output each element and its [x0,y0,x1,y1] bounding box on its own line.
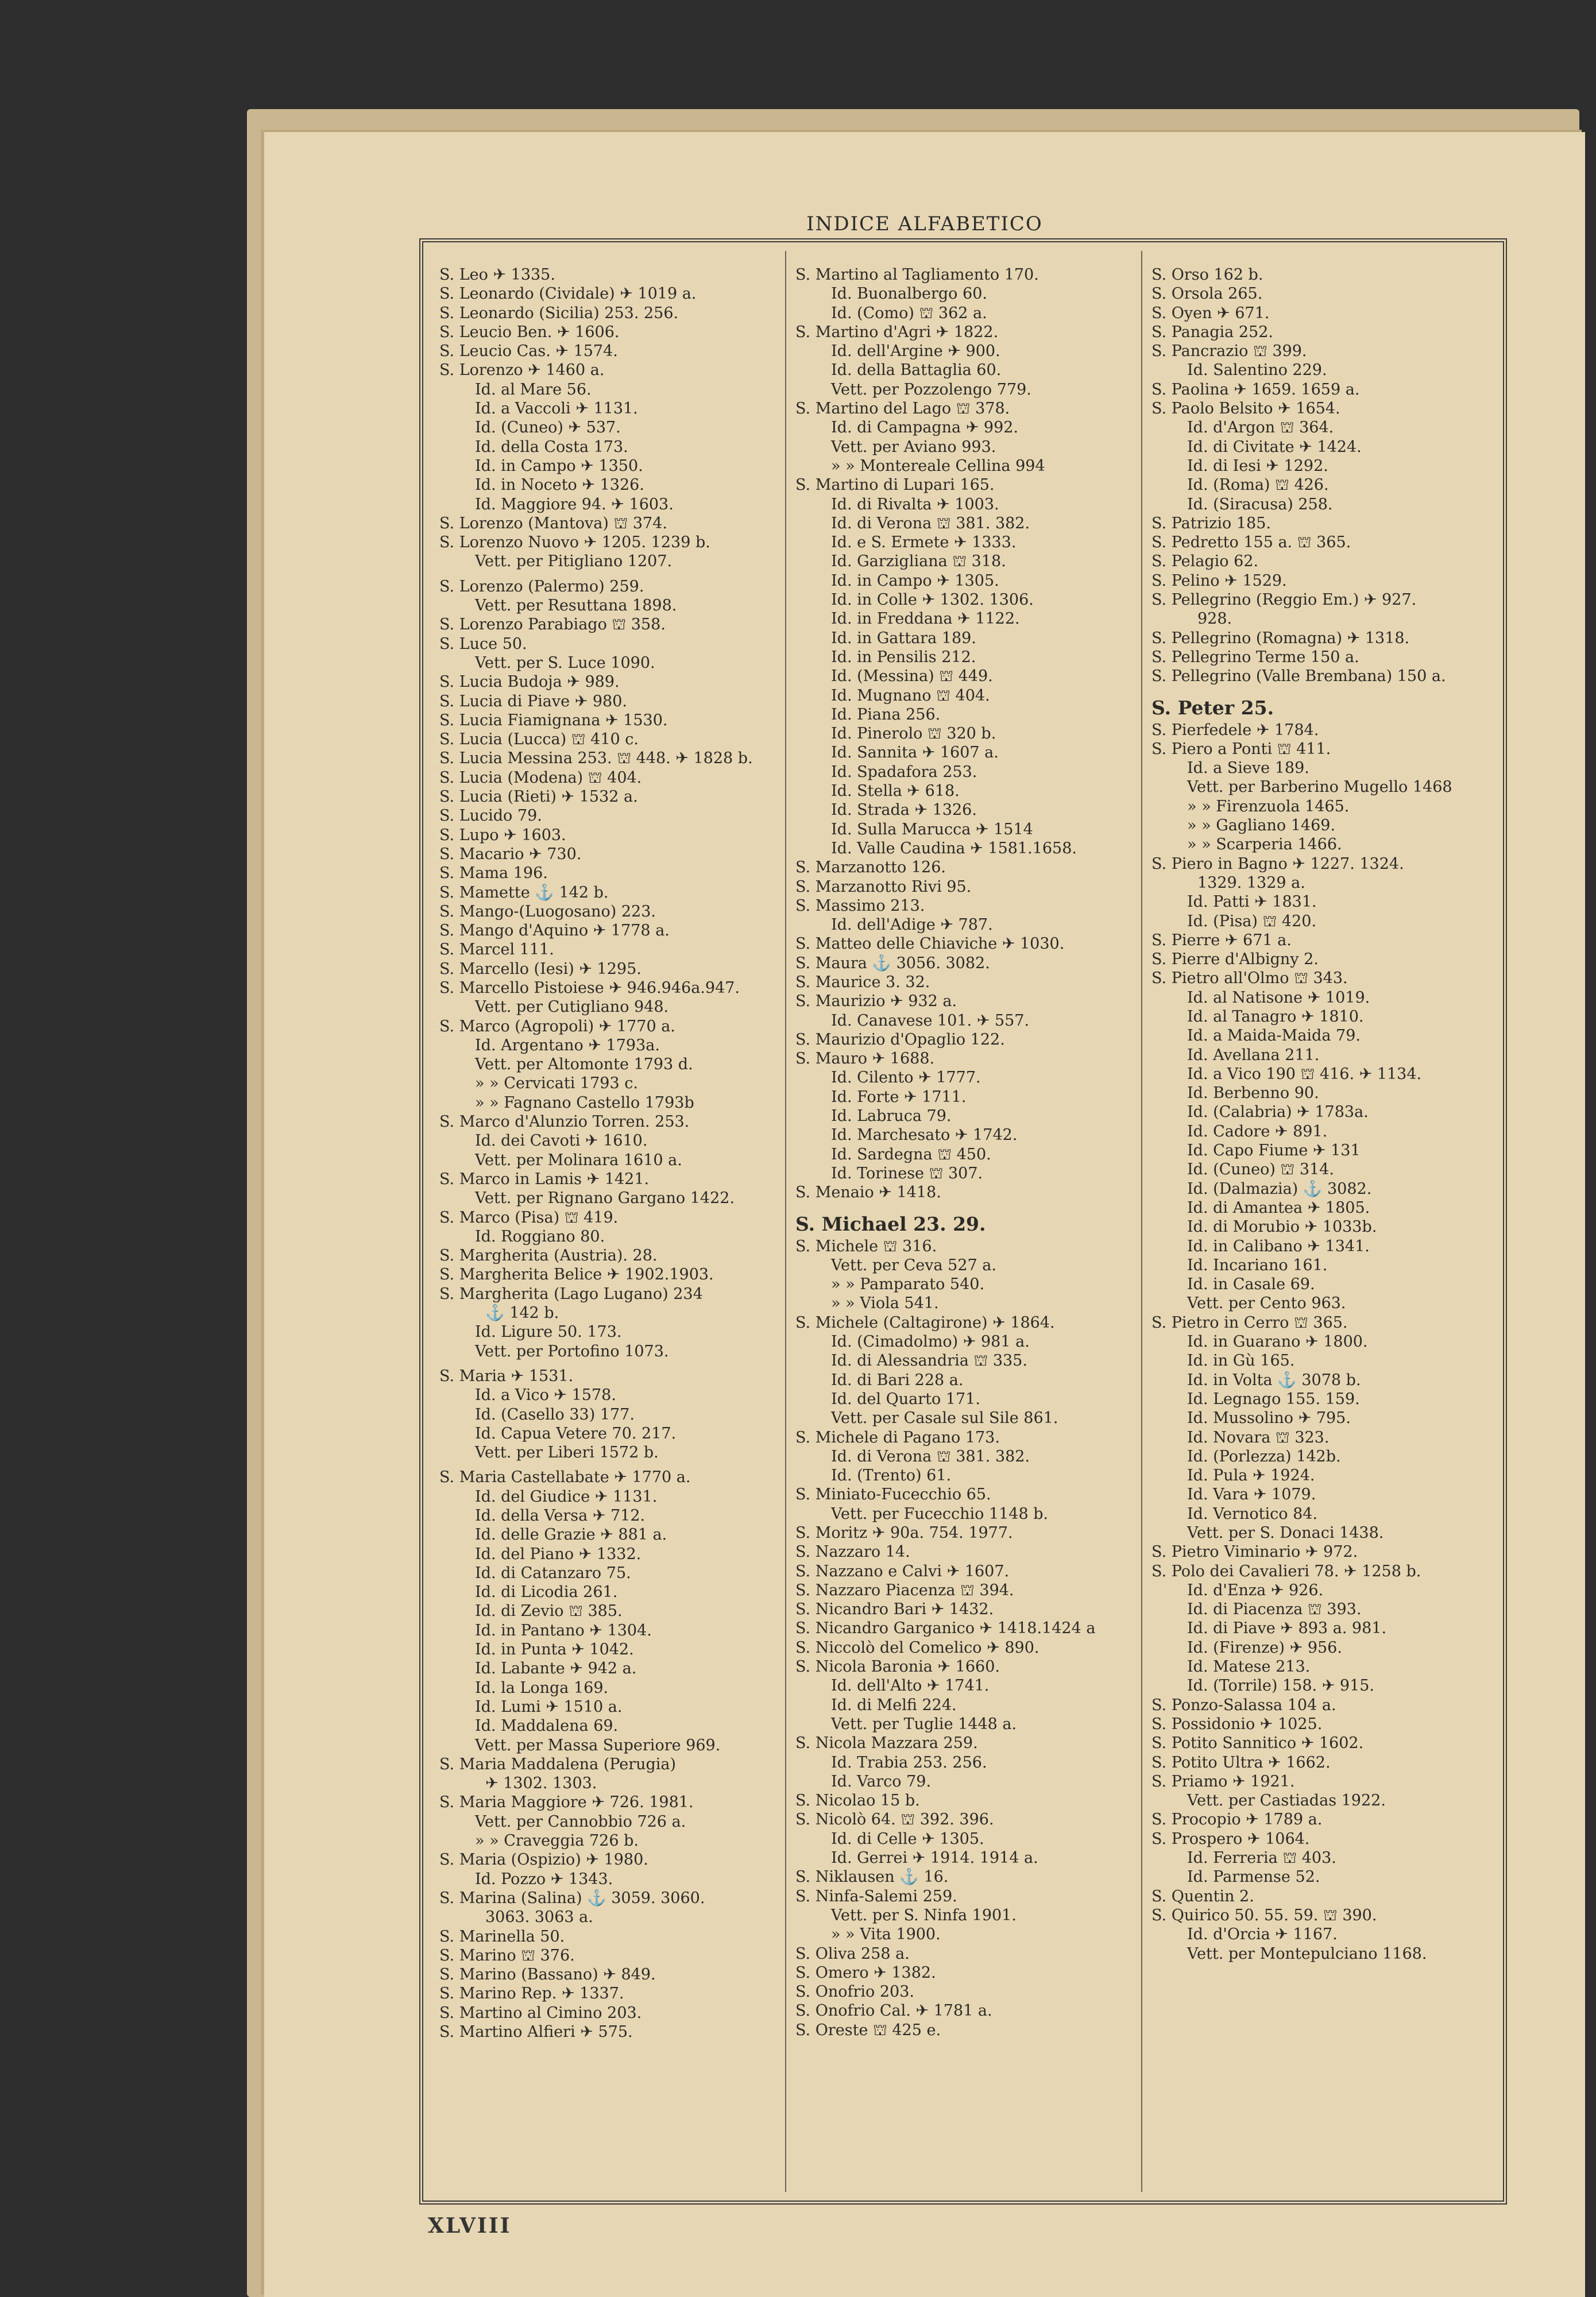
index-entry: Id. al Tanagro ✈ 1810. [1187,1007,1364,1026]
index-entry: Id. al Mare 56. [475,380,592,399]
index-entry: S. Pellegrino Terme 150 a. [1151,648,1359,666]
index-entry: Vett. per Casale sul Sile 861. [831,1409,1058,1428]
index-entry: S. Prospero ✈ 1064. [1151,1830,1310,1848]
index-entry: Id. d'Orcia ✈ 1167. [1187,1925,1338,1944]
index-entry: Id. di Campagna ✈ 992. [831,419,1019,437]
index-entry: Id. Forte ✈ 1711. [831,1088,967,1106]
index-entry: S. Mama 196. [439,864,548,883]
index-entry: S. Nicola Baronia ✈ 1660. [795,1658,1000,1676]
index-entry: S. Lucia (Modena) ⛫ 404. [439,768,642,787]
index-entry: S. Michael 23. 29. [795,1212,986,1235]
index-entry: Id. di Verona ⛫ 381. 382. [831,1447,1030,1465]
index-entry: Id. in Casale 69. [1187,1275,1315,1294]
index-entry: S. Lucia di Piave ✈ 980. [439,692,627,710]
index-entry: S. Marino (Bassano) ✈ 849. [439,1966,656,1984]
index-entry: S. Nazzaro 14. [795,1543,910,1561]
index-entry: » » Vita 1900. [831,1925,941,1944]
index-entry: Id. a Sieve 189. [1187,759,1309,778]
index-entry: S. Martino al Cimino 203. [439,2004,642,2022]
book-page [264,132,1585,2297]
index-entry: Id. della Versa ✈ 712. [475,1507,646,1525]
index-entry: S. Mango-(Luogosano) 223. [439,902,656,921]
index-entry: Vett. per S. Donaci 1438. [1187,1524,1384,1542]
index-entry: S. Margherita (Austria). 28. [439,1247,658,1265]
index-entry: Id. Ligure 50. 173. [475,1323,622,1341]
index-entry: Id. in Pantano ✈ 1304. [475,1621,652,1639]
index-entry: S. Onofrio 203. [795,1983,914,2001]
index-entry: Id. di Amantea ✈ 1805. [1187,1198,1370,1217]
index-entry: Id. (Torrile) 158. ✈ 915. [1187,1677,1375,1695]
index-entry: S. Maria Maggiore ✈ 726. 1981. [439,1793,694,1812]
index-entry: S. Michele (Caltagirone) ✈ 1864. [795,1313,1055,1332]
index-entry: Id. (Firenze) ✈ 956. [1187,1638,1342,1657]
index-entry: Id. di Melfi 224. [831,1696,957,1714]
index-entry: » » Gagliano 1469. [1187,817,1336,835]
index-entry: S. Quentin 2. [1151,1887,1254,1905]
index-entry: S. Margherita Belice ✈ 1902.1903. [439,1266,714,1284]
index-entry: S. Massimo 213. [795,896,925,915]
index-entry: S. Menaio ✈ 1418. [795,1184,941,1202]
index-entry: S. Leucio Ben. ✈ 1606. [439,323,620,341]
index-entry: Id. Novara ⛫ 323. [1187,1428,1330,1447]
index-entry: Id. Labruca 79. [831,1107,952,1126]
index-entry: Id. (Cimadolmo) ✈ 981 a. [831,1333,1030,1351]
index-entry: Id. Valle Caudina ✈ 1581.1658. [831,839,1077,857]
running-head: INDICE ALFABETICO [806,212,1043,235]
index-entry: » » Fagnano Castello 1793b [475,1093,694,1112]
index-entry: Id. Maggiore 94. ✈ 1603. [475,495,674,513]
index-entry: S. Lorenzo (Palermo) 259. [439,577,644,595]
index-entry: Id. in Calibano ✈ 1341. [1187,1237,1370,1255]
index-entry: Id. del Giudice ✈ 1131. [475,1487,658,1506]
index-entry: Vett. per Liberi 1572 b. [475,1444,659,1462]
index-entry: S. Miniato-Fucecchio 65. [795,1486,991,1504]
index-entry: S. Nicola Mazzara 259. [795,1734,978,1753]
index-entry: S. Priamo ✈ 1921. [1151,1772,1295,1791]
index-entry: Id. in Colle ✈ 1302. 1306. [831,591,1034,609]
index-entry: S. Pierre ✈ 671 a. [1151,931,1292,949]
index-entry: Id. Pozzo ✈ 1343. [475,1870,613,1888]
index-entry: S. Marco (Pisa) ⛫ 419. [439,1208,619,1227]
index-entry: S. Mauro ✈ 1688. [795,1050,935,1068]
index-entry: S. Michele ⛫ 316. [795,1237,937,1255]
index-entry: S. Lucia (Lucca) ⛫ 410 c. [439,730,639,749]
index-entry: S. Marzanotto 126. [795,859,946,877]
index-entry: Id. Varco 79. [831,1772,932,1791]
index-entry: Id. Piana 256. [831,705,941,724]
index-entry: Id. Incariano 161. [1187,1256,1328,1274]
index-frame [419,238,1507,2205]
index-entry: Id. di Morubio ✈ 1033b. [1187,1218,1377,1236]
index-entry: Id. della Costa 173. [475,438,628,456]
index-entry: Id. Matese 213. [1187,1658,1311,1676]
index-entry: Id. in Gù 165. [1187,1352,1295,1370]
index-entry: S. Macario ✈ 730. [439,845,582,863]
index-entry: Id. Capua Vetere 70. 217. [475,1424,677,1443]
index-entry: Id. (Pisa) ⛫ 420. [1187,912,1317,930]
index-entry: S. Lorenzo Nuovo ✈ 1205. 1239 b. [439,533,710,552]
index-entry: Id. Roggiano 80. [475,1227,605,1246]
index-entry: Id. Legnago 155. 159. [1187,1390,1360,1408]
index-entry: Id. a Vico ✈ 1578. [475,1386,616,1405]
index-entry: Id. Pinerolo ⛫ 320 b. [831,725,996,743]
index-entry: S. Potito Sannitico ✈ 1602. [1151,1734,1364,1753]
index-entry: S. Lucia (Rieti) ✈ 1532 a. [439,788,638,806]
index-entry: Vett. per S. Luce 1090. [475,653,655,672]
index-entry: Id. (Cuneo) ✈ 537. [475,419,621,437]
index-entry: Id. in Gattara 189. [831,629,976,647]
index-entry: S. Lorenzo ✈ 1460 a. [439,361,605,380]
index-entry: S. Leo ✈ 1335. [439,266,555,284]
index-entry: Id. Patti ✈ 1831. [1187,893,1317,911]
index-entry: Id. Sulla Marucca ✈ 1514 [831,820,1033,838]
index-entry: Id. Canavese 101. ✈ 557. [831,1011,1030,1030]
index-entry: Vett. per Cento 963. [1187,1294,1346,1313]
index-entry: Id. Mussolino ✈ 795. [1187,1409,1351,1428]
index-entry: Id. Sannita ✈ 1607 a. [831,744,999,762]
index-entry: S. Maurice 3. 32. [795,973,930,991]
index-entry: Id. Spadafora 253. [831,763,977,781]
index-entry: S. Oreste ⛫ 425 e. [795,2021,941,2039]
index-entry: S. Maurizio ✈ 932 a. [795,992,957,1011]
index-entry: Id. Stella ✈ 618. [831,782,960,801]
index-entry: S. Marco (Agropoli) ✈ 1770 a. [439,1017,675,1035]
index-entry: Id. Strada ✈ 1326. [831,801,977,819]
index-entry: S. Lorenzo (Mantova) ⛫ 374. [439,514,667,532]
index-column-3 [1151,265,1496,1963]
index-entry: Id. (Cuneo) ⛫ 314. [1187,1161,1334,1179]
index-entry: Id. Trabia 253. 256. [831,1753,987,1772]
index-entry: S. Matteo delle Chiaviche ✈ 1030. [795,935,1065,953]
index-entry: Id. Parmense 52. [1187,1868,1320,1886]
index-entry: S. Pierfedele ✈ 1784. [1151,721,1319,739]
index-entry: S. Martino del Lago ⛫ 378. [795,400,1010,418]
index-entry: Id. in Freddana ✈ 1122. [831,610,1020,628]
index-entry: Vett. per Molinara 1610 a. [475,1151,682,1169]
index-entry: Id. (Trento) 61. [831,1467,952,1485]
index-entry: Id. (Roma) ⛫ 426. [1187,476,1329,494]
index-entry: Vett. per Barberino Mugello 1468 [1187,778,1452,796]
index-entry: S. Possidonio ✈ 1025. [1151,1715,1323,1733]
index-entry: Id. delle Grazie ✈ 881 a. [475,1526,667,1544]
index-entry: Vett. per S. Ninfa 1901. [831,1906,1017,1924]
index-entry: Id. di Licodia 261. [475,1583,618,1602]
index-entry: Id. dell'Adige ✈ 787. [831,916,993,934]
index-entry: ⚓ 142 b. [485,1304,559,1322]
index-entry: S. Leonardo (Sicilia) 253. 256. [439,304,679,322]
index-entry: S. Onofrio Cal. ✈ 1781 a. [795,2002,992,2020]
index-entry: Id. (Porlezza) 142b. [1187,1447,1341,1465]
index-entry: Id. di Rivalta ✈ 1003. [831,495,999,513]
index-entry: Id. di Iesi ✈ 1292. [1187,457,1328,475]
index-entry: Id. in Campo ✈ 1350. [475,457,643,475]
page-number: XLVIII [428,2214,512,2238]
index-entry: Id. del Piano ✈ 1332. [475,1545,642,1563]
index-entry: Id. in Punta ✈ 1042. [475,1641,634,1659]
index-entry: Id. in Campo ✈ 1305. [831,571,999,590]
index-entry: S. Pellegrino (Valle Brembana) 150 a. [1151,667,1446,686]
index-entry: Vett. per Castiadas 1922. [1187,1792,1386,1810]
index-entry: S. Marco in Lamis ✈ 1421. [439,1170,650,1188]
index-entry: S. Orso 162 b. [1151,266,1263,284]
index-entry: S. Martino al Tagliamento 170. [795,266,1039,284]
index-entry: Id. di Civitate ✈ 1424. [1187,438,1362,456]
index-entry: S. Pierre d'Albigny 2. [1151,950,1319,969]
index-entry: » » Firenzuola 1465. [1187,797,1350,815]
index-entry: S. Lucido 79. [439,807,542,825]
index-entry: Id. (Calabria) ✈ 1783a. [1187,1103,1369,1122]
index-entry: S. Pellegrino (Reggio Em.) ✈ 927. [1151,591,1417,609]
index-entry: Id. e S. Ermete ✈ 1333. [831,533,1017,552]
index-entry: Vett. per Portofino 1073. [475,1342,669,1360]
index-entry: S. Maria ✈ 1531. [439,1367,574,1385]
index-entry: S. Leonardo (Cividale) ✈ 1019 a. [439,285,697,303]
index-entry: S. Oliva 258 a. [795,1944,910,1963]
index-entry: Id. a Maida-Maida 79. [1187,1027,1361,1045]
index-entry: S. Nicandro Bari ✈ 1432. [795,1600,994,1619]
index-entry: S. Marinella 50. [439,1927,565,1946]
index-entry: S. Procopio ✈ 1789 a. [1151,1811,1323,1829]
index-entry: Vett. per Resuttana 1898. [475,597,677,615]
index-entry: S. Piero a Ponti ⛫ 411. [1151,740,1331,758]
index-entry: S. Lupo ✈ 1603. [439,826,566,844]
index-entry: S. Martino Alfieri ✈ 575. [439,2023,633,2041]
index-entry: Id. in Guarano ✈ 1800. [1187,1333,1368,1351]
index-entry: S. Nazzaro Piacenza ⛫ 394. [795,1581,1014,1599]
index-entry: Vett. per Massa Superiore 969. [475,1736,721,1754]
index-entry: S. Marcello Pistoiese ✈ 946.946a.947. [439,979,740,997]
index-entry: S. Panagia 252. [1151,323,1273,341]
index-entry: » » Craveggia 726 b. [475,1832,639,1850]
index-entry: Id. della Battaglia 60. [831,361,1002,380]
index-entry: S. Maurizio d'Opaglio 122. [795,1030,1005,1049]
index-entry: Id. Salentino 229. [1187,361,1327,380]
index-entry: S. Lucia Messina 253. ⛫ 448. ✈ 1828 b. [439,749,753,768]
index-entry: ✈ 1302. 1303. [485,1774,597,1793]
index-entry: Vett. per Tuglie 1448 a. [831,1715,1017,1733]
index-entry: Id. (Messina) ⛫ 449. [831,667,993,686]
index-entry: S. Moritz ✈ 90a. 754. 1977. [795,1524,1013,1542]
index-entry: S. Orsola 265. [1151,285,1263,303]
index-entry: S. Luce 50. [439,635,527,653]
index-entry: S. Piero in Bagno ✈ 1227. 1324. [1151,854,1404,873]
index-entry: S. Maria Castellabate ✈ 1770 a. [439,1468,691,1487]
index-entry: S. Pietro Viminario ✈ 972. [1151,1543,1358,1561]
index-entry: Id. Garzigliana ⛫ 318. [831,552,1006,571]
index-entry: Id. d'Argon ⛫ 364. [1187,419,1334,437]
index-entry: S. Potito Ultra ✈ 1662. [1151,1753,1331,1772]
index-entry: Vett. per Fucecchio 1148 b. [831,1505,1049,1523]
index-entry: S. Omero ✈ 1382. [795,1963,936,1982]
index-entry: S. Peter 25. [1151,696,1274,719]
index-entry: Id. di Piave ✈ 893 a. 981. [1187,1619,1387,1638]
index-entry: Id. di Alessandria ⛫ 335. [831,1352,1027,1370]
index-entry: S. Martino d'Agri ✈ 1822. [795,323,999,341]
index-entry: Id. di Zevio ⛫ 385. [475,1602,623,1621]
index-entry: Id. Maddalena 69. [475,1717,619,1735]
index-entry: S. Maria (Ospizio) ✈ 1980. [439,1851,648,1869]
index-entry: S. Marino ⛫ 376. [439,1946,575,1965]
index-entry: Id. Cilento ✈ 1777. [831,1069,981,1087]
index-entry: S. Niccolò del Comelico ✈ 890. [795,1638,1039,1657]
index-entry: S. Pedretto 155 a. ⛫ 365. [1151,533,1351,552]
index-entry: Id. Avellana 211. [1187,1046,1320,1064]
index-entry: Id. Argentano ✈ 1793a. [475,1036,660,1054]
index-entry: S. Marina (Salina) ⚓ 3059. 3060. [439,1889,705,1907]
index-entry: S. Patrizio 185. [1151,514,1271,532]
index-entry: Id. d'Enza ✈ 926. [1187,1581,1324,1599]
index-entry: S. Martino di Lupari 165. [795,476,995,494]
index-entry: S. Marcel 111. [439,941,554,959]
index-entry: Id. dell'Argine ✈ 900. [831,342,1000,361]
index-entry: Id. Labante ✈ 942 a. [475,1660,637,1678]
index-entry: S. Paolo Belsito ✈ 1654. [1151,400,1340,418]
index-entry: S. Polo dei Cavalieri 78. ✈ 1258 b. [1151,1562,1421,1580]
index-entry: S. Nicolao 15 b. [795,1792,920,1810]
index-entry: Id. in Noceto ✈ 1326. [475,476,644,494]
column-rule [1141,251,1142,2192]
index-column-1 [439,265,778,2041]
index-entry: Id. in Volta ⚓ 3078 b. [1187,1371,1361,1389]
index-entry: Id. di Verona ⛫ 381. 382. [831,514,1030,532]
index-entry: Id. Vernotico 84. [1187,1505,1318,1523]
index-entry: S. Pietro in Cerro ⛫ 365. [1151,1313,1348,1332]
index-entry: Id. di Catanzaro 75. [475,1564,631,1582]
index-entry: S. Quirico 50. 55. 59. ⛫ 390. [1151,1906,1377,1924]
index-entry: 3063. 3063 a. [485,1908,593,1927]
index-entry: Id. Berbenno 90. [1187,1084,1319,1103]
index-entry: S. Lorenzo Parabiago ⛫ 358. [439,616,666,634]
index-entry: Vett. per Pitigliano 1207. [475,552,673,571]
index-entry: » » Viola 541. [831,1294,939,1313]
index-entry: S. Leucio Cas. ✈ 1574. [439,342,618,361]
index-entry: Id. Ferreria ⛫ 403. [1187,1849,1336,1867]
index-entry: S. Pelino ✈ 1529. [1151,571,1287,590]
index-entry: S. Maria Maddalena (Perugia) [439,1755,677,1773]
index-entry: Id. (Como) ⛫ 362 a. [831,304,987,322]
index-entry: S. Mamette ⚓ 142 b. [439,883,609,902]
index-entry: Id. in Pensilis 212. [831,648,976,666]
index-entry: Id. la Longa 169. [475,1679,609,1697]
index-entry: S. Nazzano e Calvi ✈ 1607. [795,1562,1010,1580]
index-entry: Id. Marchesato ✈ 1742. [831,1126,1018,1144]
index-entry: Id. dei Cavoti ✈ 1610. [475,1132,648,1150]
index-entry: S. Maura ⚓ 3056. 3082. [795,954,990,972]
index-entry: Id. Sardegna ⛫ 450. [831,1145,991,1163]
index-entry: Vett. per Pozzolengo 779. [831,380,1031,399]
index-entry: S. Margherita (Lago Lugano) 234 [439,1285,703,1303]
index-entry: S. Mango d'Aquino ✈ 1778 a. [439,922,670,940]
index-entry: Id. di Piacenza ⛫ 393. [1187,1600,1362,1619]
index-entry: S. Marco d'Alunzio Torren. 253. [439,1113,690,1131]
index-entry: Id. Torinese ⛫ 307. [831,1164,983,1182]
index-entry: Id. Mugnano ⛫ 404. [831,686,990,705]
index-entry: S. Niklausen ⚓ 16. [795,1868,949,1886]
index-entry: S. Ninfa-Salemi 259. [795,1887,957,1905]
index-entry: Id. del Quarto 171. [831,1390,980,1408]
index-entry: S. Marcello (Iesi) ✈ 1295. [439,960,642,978]
index-entry: S. Lucia Budoja ✈ 989. [439,673,620,691]
index-entry: » » Scarperia 1466. [1187,836,1342,854]
index-entry: Vett. per Altomonte 1793 d. [475,1055,693,1074]
index-entry: Id. dell'Alto ✈ 1741. [831,1677,990,1695]
index-entry: S. Oyen ✈ 671. [1151,304,1270,322]
index-entry: S. Lucia Fiamignana ✈ 1530. [439,711,668,729]
index-entry: Vett. per Aviano 993. [831,438,996,456]
index-entry: Vett. per Ceva 527 a. [831,1256,996,1274]
index-entry: S. Pancrazio ⛫ 399. [1151,342,1307,361]
index-entry: Id. Capo Fiume ✈ 131 [1187,1142,1361,1160]
index-entry: S. Marzanotto Rivi 95. [795,877,972,896]
index-entry: S. Pellegrino (Romagna) ✈ 1318. [1151,629,1410,647]
index-entry: S. Ponzo-Salassa 104 a. [1151,1696,1336,1714]
index-entry: Id. Pula ✈ 1924. [1187,1467,1315,1485]
index-entry: Id. Gerrei ✈ 1914. 1914 a. [831,1849,1038,1867]
index-entry: Id. (Dalmazia) ⚓ 3082. [1187,1180,1372,1198]
index-entry: » » Cervicati 1793 c. [475,1074,638,1093]
index-entry: Vett. per Rignano Gargano 1422. [475,1189,735,1208]
index-entry: S. Paolina ✈ 1659. 1659 a. [1151,380,1360,399]
index-entry: S. Nicandro Garganico ✈ 1418.1424 a [795,1619,1096,1638]
index-entry: Vett. per Montepulciano 1168. [1187,1944,1427,1963]
index-entry: Id. di Bari 228 a. [831,1371,964,1389]
index-entry: Id. a Vaccoli ✈ 1131. [475,400,638,418]
index-entry: Id. Buonalbergo 60. [831,285,987,303]
index-entry: Id. Lumi ✈ 1510 a. [475,1697,623,1716]
index-entry: Id. (Casello 33) 177. [475,1405,635,1424]
index-entry: » » Pamparato 540. [831,1275,985,1294]
index-entry: S. Marino Rep. ✈ 1337. [439,1985,624,2003]
index-entry: S. Pelagio 62. [1151,552,1259,571]
index-entry: Id. (Siracusa) 258. [1187,495,1333,513]
index-entry: S. Nicolò 64. ⛫ 392. 396. [795,1811,994,1829]
index-entry: Id. al Natisone ✈ 1019. [1187,988,1370,1007]
index-entry: Id. Cadore ✈ 891. [1187,1122,1328,1140]
index-entry: S. Pietro all'Olmo ⛫ 343. [1151,969,1348,988]
index-column-2 [795,265,1134,2040]
index-entry: Id. di Celle ✈ 1305. [831,1830,984,1848]
index-entry: Vett. per Cutigliano 948. [475,998,669,1016]
index-entry: S. Michele di Pagano 173. [795,1428,1000,1447]
index-entry: 928. [1197,610,1232,628]
index-entry: Id. Vara ✈ 1079. [1187,1486,1316,1504]
index-entry: Vett. per Cannobbio 726 a. [475,1812,686,1831]
column-rule [785,251,786,2192]
index-entry: » » Montereale Cellina 994 [831,457,1045,475]
index-entry: 1329. 1329 a. [1197,873,1305,892]
index-entry: Id. a Vico 190 ⛫ 416. ✈ 1134. [1187,1065,1422,1083]
